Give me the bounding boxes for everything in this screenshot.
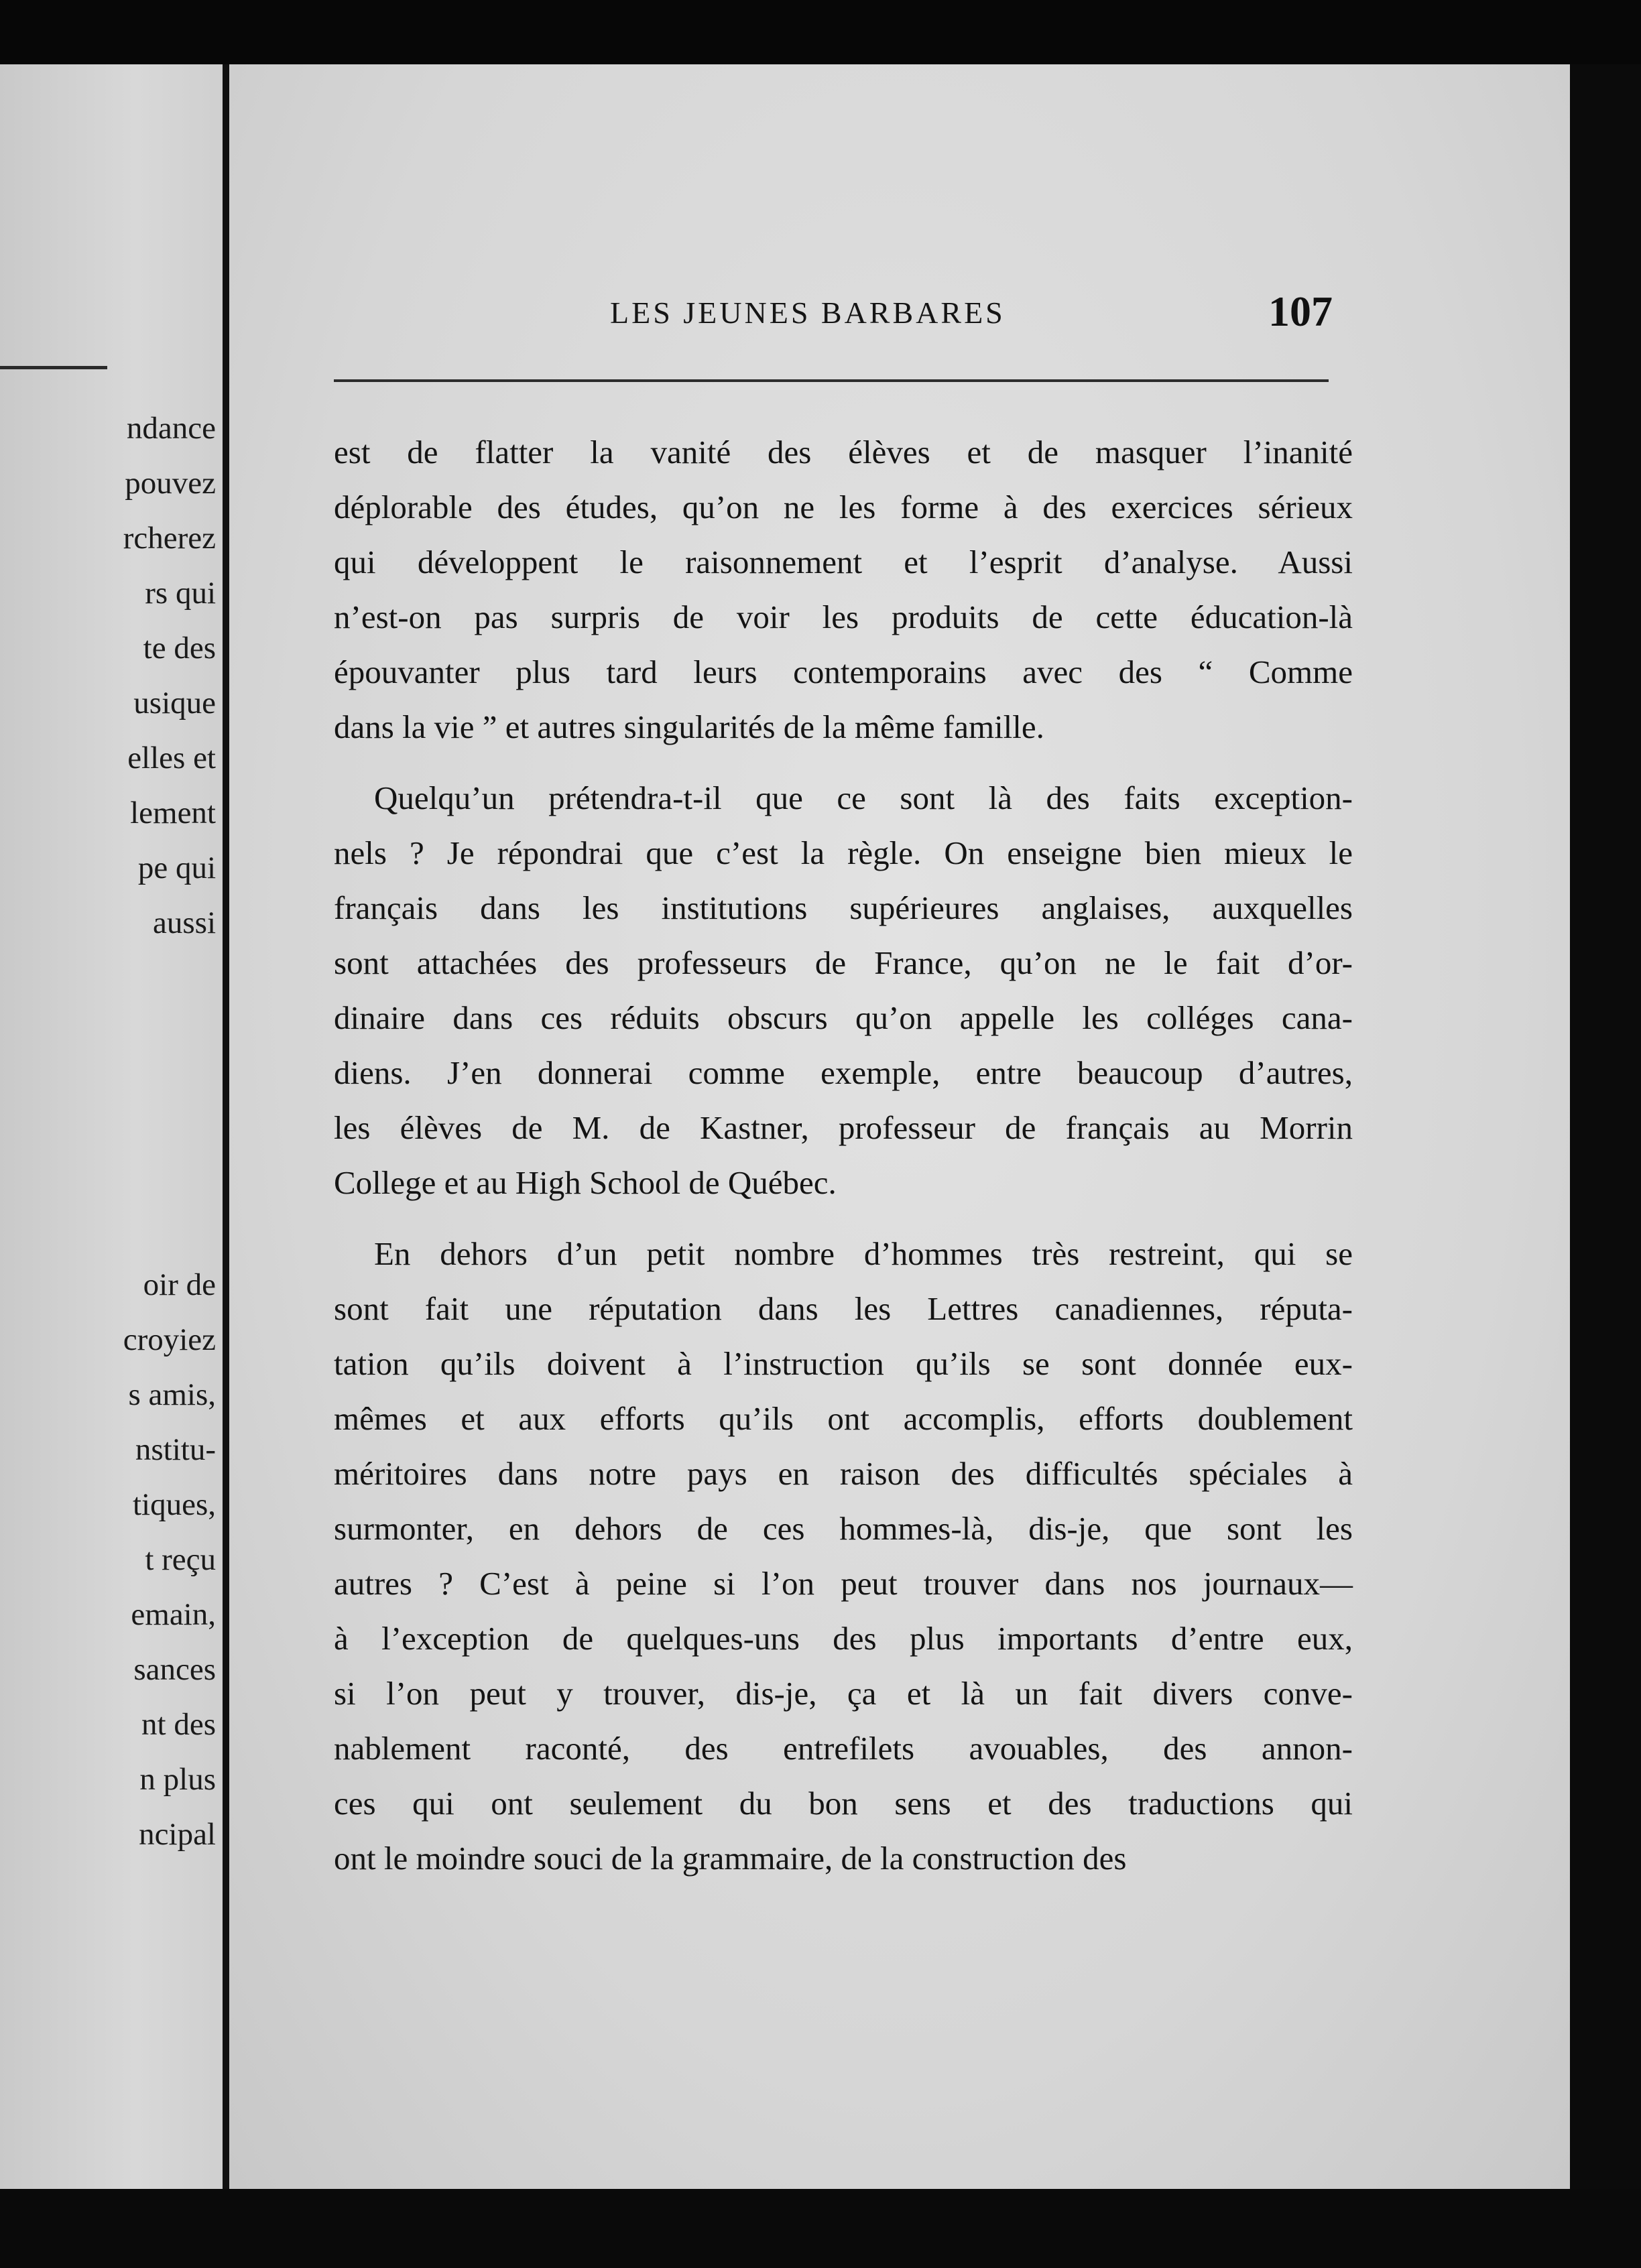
text-line: dinaire dans ces réduits obscurs qu’on appelle les colléges cana- (334, 999, 1353, 1036)
text-line: surmonter, en dehors de ces hommes-là, dis-je, que sont les (334, 1510, 1353, 1547)
facing-page-fragment: rcherez (123, 521, 216, 556)
text-line: sont attachées des professeurs de France, qu’on ne le fait d’or- (334, 944, 1353, 981)
text-line: dans la vie ” et autres singularités de la même famille. (334, 708, 1044, 745)
facing-page-fragment: pe qui (137, 850, 216, 885)
text-line: est de flatter la vanité des élèves et de masquer l’inanité (334, 434, 1353, 470)
text-line: diens. J’en donnerai comme exemple, entre beaucoup d’autres, (334, 1054, 1353, 1091)
facing-page-fragment: te des (143, 631, 216, 666)
facing-page-fragment: oir de (143, 1267, 216, 1302)
text-line: sont fait une réputation dans les Lettres canadiennes, réputa- (334, 1290, 1353, 1327)
facing-page-fragment: croyiez (123, 1322, 216, 1357)
facing-page-fragment: tiques, (132, 1487, 216, 1522)
text-line: français dans les institutions supérieures anglaises, auxquelles (334, 889, 1353, 926)
film-border-bottom (0, 2189, 1641, 2268)
facing-page-fragment: nstitu- (135, 1432, 216, 1467)
text-line: déplorable des études, qu’on ne les forme à des exercices sérieux (334, 489, 1353, 525)
text-line: autres ? C’est à peine si l’on peut trouver dans nos journaux— (334, 1565, 1353, 1602)
facing-page-fragment: elles et (127, 741, 216, 775)
facing-page-fragment: ncipal (139, 1817, 216, 1852)
paragraph (334, 1226, 1353, 1886)
paragraph (334, 771, 1353, 1210)
text-line: méritoires dans notre pays en raison des difficultés spéciales à (334, 1455, 1353, 1492)
text-line: nablement raconté, des entrefilets avouables, des annon- (334, 1730, 1353, 1767)
facing-page-fragment: aussi (153, 905, 216, 940)
facing-page-fragment: rs qui (145, 576, 216, 611)
text-line: Quelqu’un prétendra-t-il que ce sont là des faits exception- (374, 779, 1353, 816)
text-line: ont le moindre souci de la grammaire, de la construction des (334, 1840, 1127, 1877)
facing-page-fragment: pouvez (125, 466, 216, 501)
text-line: College et au High School de Québec. (334, 1164, 837, 1201)
text-line: si l’on peut y trouver, dis-je, ça et là un fait divers conve- (334, 1675, 1353, 1712)
facing-page-fragment: s amis, (128, 1377, 216, 1412)
facing-page-edge (0, 64, 227, 2189)
page-number: 107 (1268, 288, 1333, 335)
text-line: qui développent le raisonnement et l’esprit d’analyse. Aussi (334, 544, 1353, 580)
running-head: LES JEUNES BARBARES (610, 296, 1006, 330)
facing-page-fragment: emain, (131, 1597, 216, 1632)
film-border-right (1570, 64, 1641, 2268)
facing-page-rule (0, 366, 107, 369)
text-line: En dehors d’un petit nombre d’hommes très restreint, qui se (374, 1235, 1353, 1272)
text-line: ces qui ont seulement du bon sens et des traductions qui (334, 1785, 1353, 1822)
header-rule (334, 379, 1329, 382)
text-line: épouvanter plus tard leurs contemporains avec des “ Comme (334, 653, 1353, 690)
facing-page-fragment: lement (130, 796, 216, 830)
text-line: n’est-on pas surpris de voir les produits de cette éducation-là (334, 598, 1353, 635)
facing-page-fragment: t reçu (145, 1542, 216, 1577)
facing-page-fragment: sances (133, 1652, 216, 1687)
text-line: à l’exception de quelques-uns des plus importants d’entre eux, (334, 1620, 1353, 1657)
text-line: nels ? Je répondrai que c’est la règle. On enseigne bien mieux le (334, 834, 1353, 871)
body-text (334, 425, 1353, 1886)
paragraph (334, 425, 1353, 755)
facing-page-fragment: usique (133, 686, 216, 720)
facing-page-fragment: n plus (139, 1762, 216, 1797)
facing-page-fragment: nt des (141, 1707, 216, 1742)
film-border-top (0, 0, 1641, 64)
page-gutter (223, 64, 229, 2189)
text-line: les élèves de M. de Kastner, professeur de français au Morrin (334, 1109, 1353, 1146)
text-line: tation qu’ils doivent à l’instruction qu’ils se sont donnée eux- (334, 1345, 1353, 1382)
facing-page-fragment: ndance (126, 411, 216, 446)
text-line: mêmes et aux efforts qu’ils ont accomplis, efforts doublement (334, 1400, 1353, 1437)
